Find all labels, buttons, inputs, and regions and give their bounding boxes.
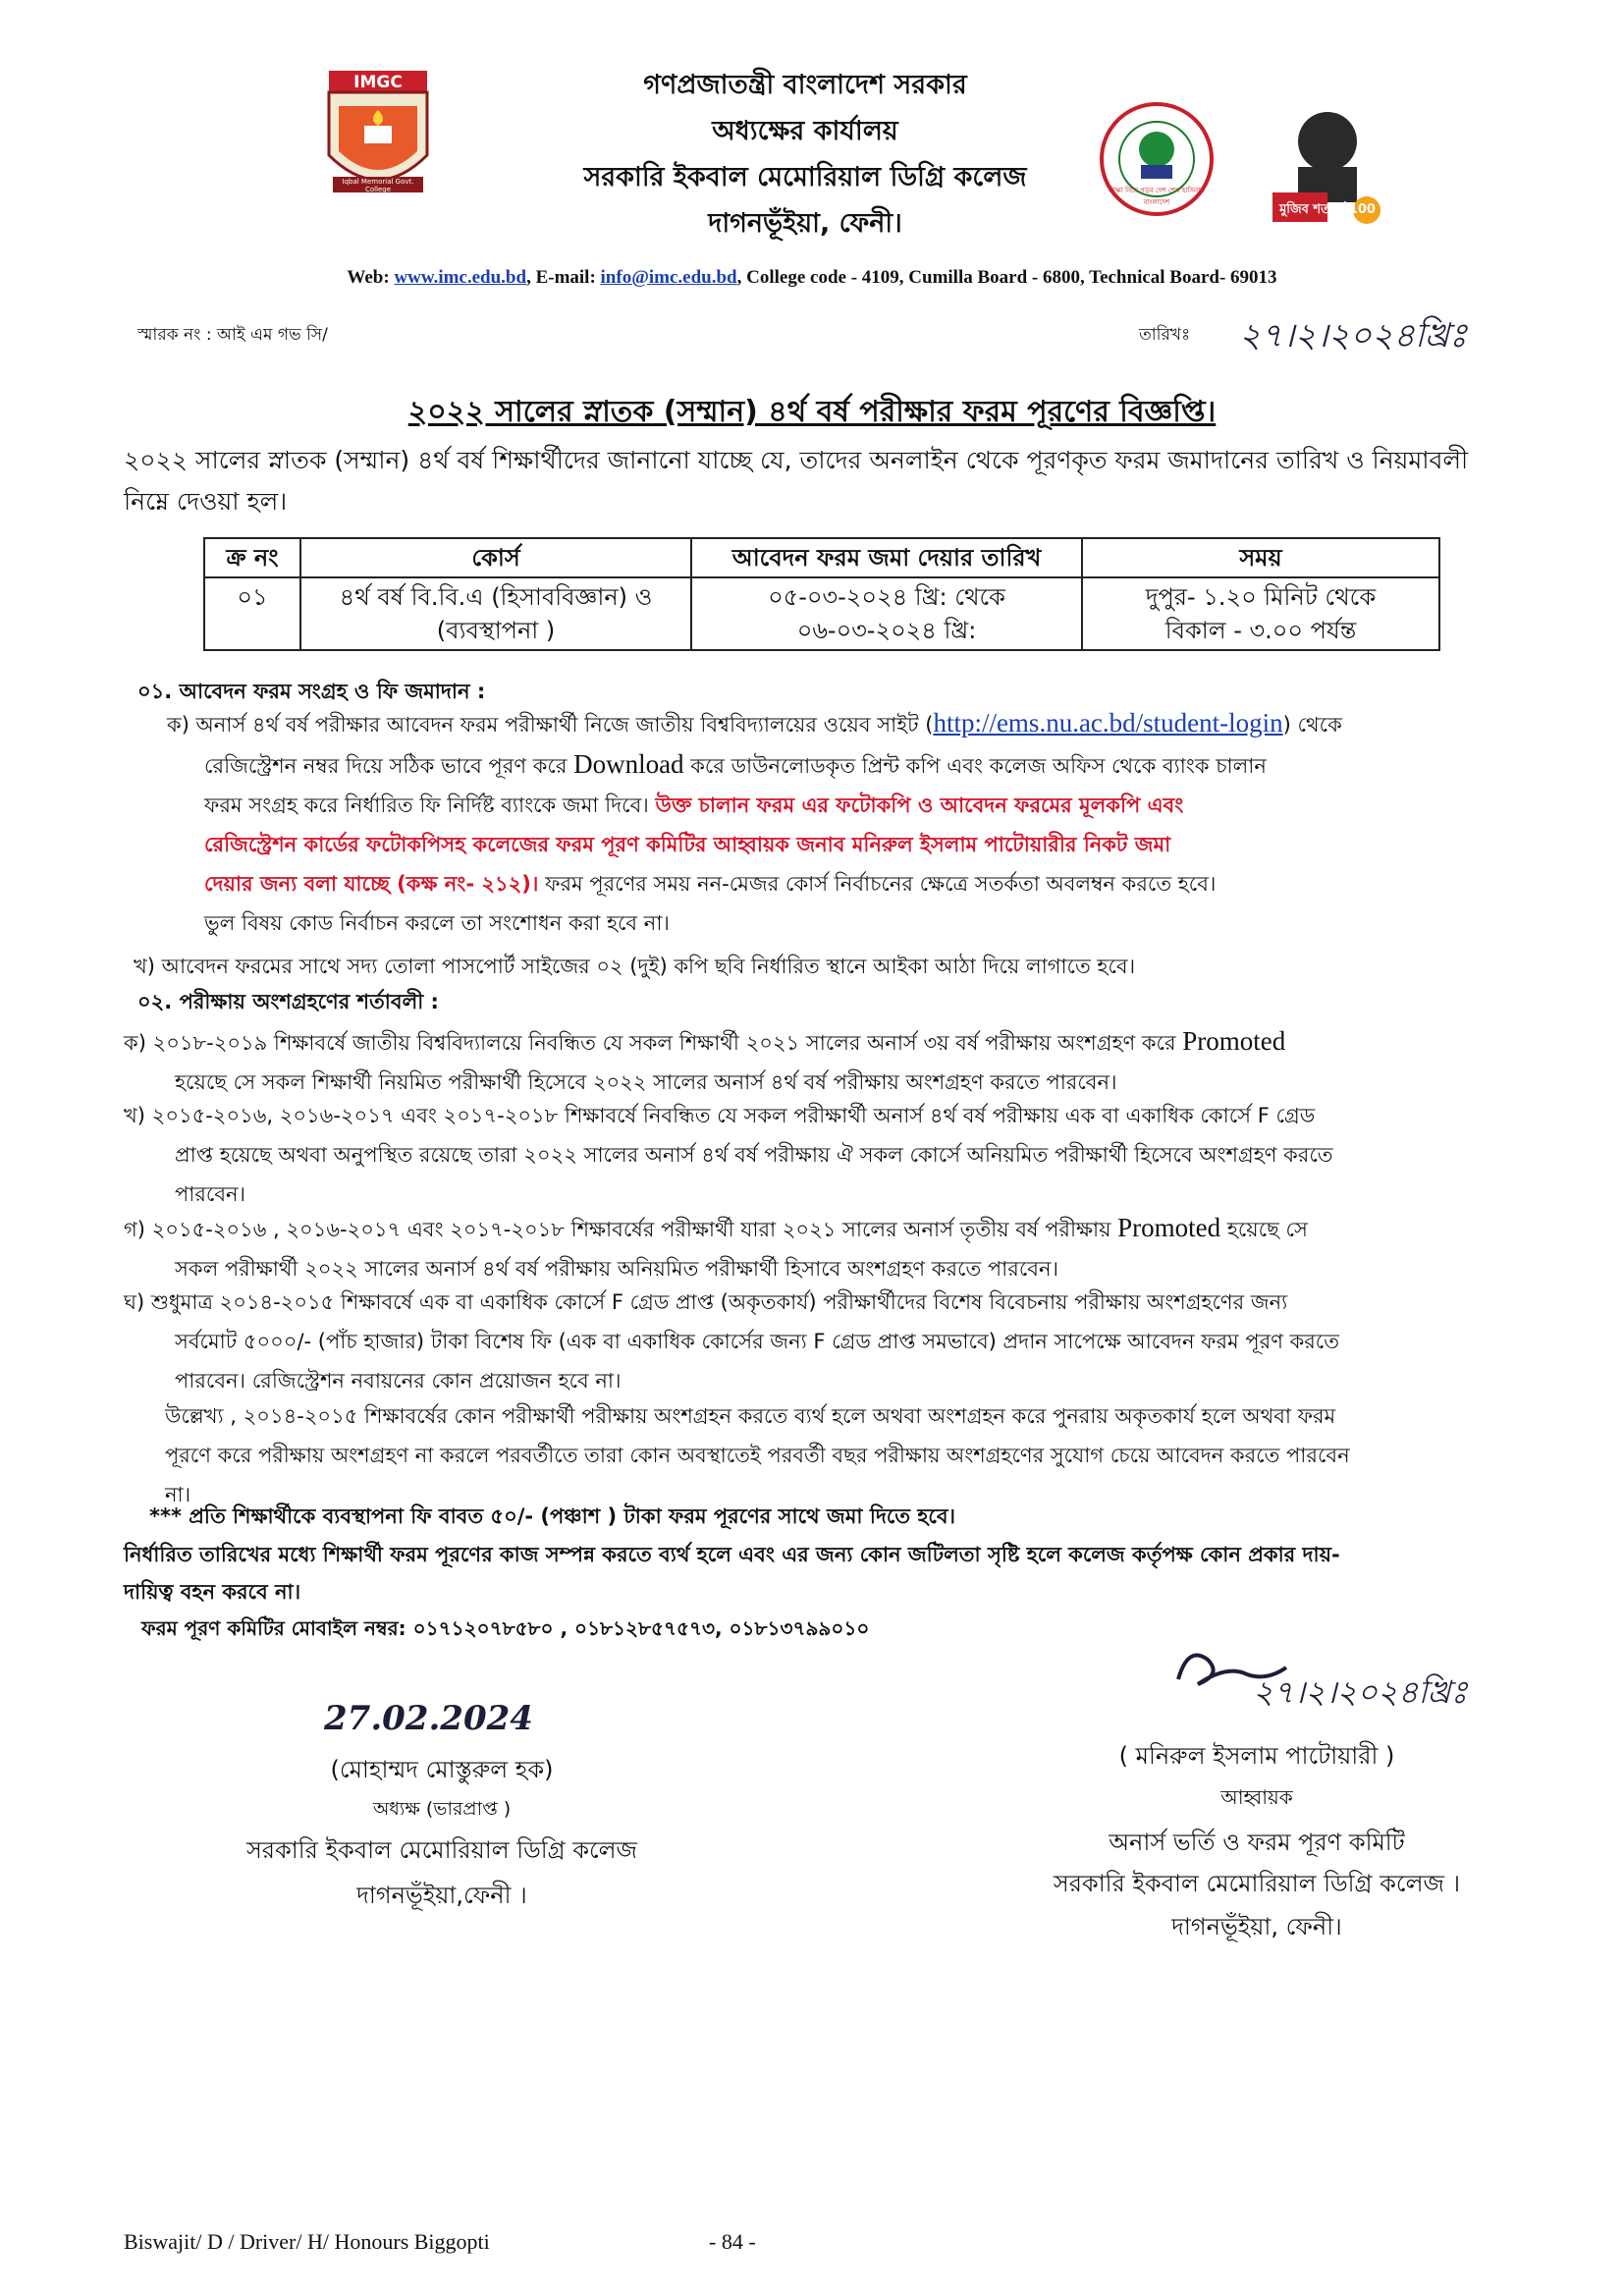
signature-right-org: সরকারি ইকবাল মেমোরিয়াল ডিগ্রি কলেজ । bbox=[1053, 1870, 1461, 1897]
web-label: Web: bbox=[347, 267, 395, 288]
section2-note-line2: পূরণে করে পরীক্ষায় অংশগ্রহণ না করলে পরবর্তীতে তারা কোন অবস্থাতেই পরবর্তী বছর পরীক্ষায় অংশগ্রহণের সুযোগ চেয়ে আবেদন করতে পারবেন bbox=[165, 1444, 1350, 1467]
cell-serial: ০১ bbox=[204, 577, 300, 650]
header-line-place: দাগনভূঁইয়া, ফেনী। bbox=[708, 208, 902, 239]
section1-ka-red-2: রেজিস্ট্রেশন কার্ডের ফটোকপিসহ কলেজের ফরম পূরণ কমিটির আহ্বায়ক জনাব মনিরুল ইসলাম পাটোয়ারীর নিকট জমা bbox=[204, 833, 1171, 856]
signature-left-handwriting: 27.02.2024 bbox=[324, 1699, 533, 1738]
signature-right-date: ২৭।২।২০২৪খ্রিঃ bbox=[1253, 1673, 1468, 1711]
section1-ka-text-b: ) থেকে bbox=[1282, 713, 1342, 737]
section2-item-ka bbox=[124, 1021, 1518, 1102]
section1-ka-line6 bbox=[167, 903, 1522, 943]
table-header-row bbox=[204, 538, 1439, 577]
section1-ka-line2 bbox=[167, 744, 1522, 786]
section2-kha-line1: খ) ২০১৫-২০১৬, ২০১৬-২০১৭ এবং ২০১৭-২০১৮ শিক্ষাবর্ষে নিবন্ধিত যে সকল পরীক্ষার্থী অনার্স ৪র্থ বর্ষ পরীক্ষায় এক বা একাধিক কোর্সে F গ্রেড bbox=[124, 1104, 1316, 1127]
mujib-logo-text: মুজিব শতবর্ষ 100 bbox=[1279, 202, 1376, 217]
signature-left-place: দাগনভূঁইয়া,ফেনী । bbox=[356, 1882, 527, 1909]
cell-date-line2: ০৬-০৩-২০২৪ খ্রি: bbox=[796, 617, 977, 644]
cell-course-line1: ৪র্থ বর্ষ বি.বি.এ (হিসাববিজ্ঞান) ও bbox=[339, 583, 653, 611]
section2-item-kha bbox=[124, 1096, 1518, 1214]
section2-note-line3: না। bbox=[165, 1483, 191, 1506]
section2-note bbox=[165, 1396, 1520, 1514]
notice-title-text: ২০২২ সালের স্নাতক (সম্মান) ৪র্থ বর্ষ পরীক্ষার ফরম পূরণের বিজ্ঞপ্তি। bbox=[407, 395, 1217, 429]
section2-ka-line1 bbox=[124, 1021, 1518, 1063]
section1-ka-red-3: দেয়ার জন্য বলা যাচ্ছে (কক্ষ নং- ২১২)। bbox=[204, 872, 539, 896]
signature-right-committee: অনার্স ভর্তি ও ফরম পূরণ কমিটি bbox=[1109, 1829, 1405, 1856]
header-line-office: অধ্যক্ষের কার্যালয় bbox=[712, 116, 898, 146]
signature-right-place: দাগনভূঁইয়া, ফেনী। bbox=[1171, 1913, 1342, 1941]
cell-time bbox=[1082, 577, 1439, 650]
signature-right-name: ( মনিরুল ইসলাম পাটোয়ারী ) bbox=[1118, 1742, 1395, 1770]
promoted-word-2: Promoted bbox=[1117, 1213, 1221, 1242]
cell-date bbox=[691, 577, 1082, 650]
ems-portal-link[interactable]: http://ems.nu.ac.bd/student-login bbox=[933, 708, 1283, 738]
cell-course-line2: (ব্যবস্থাপনা ) bbox=[436, 617, 556, 644]
mobile-numbers: ফরম পূরণ কমিটির মোবাইল নম্বর: ০১৭১২০৭৮৫৮০ , ০১৮১২৮৫৭৫৭৩, ০১৮১৩৭৯৯০১০ bbox=[141, 1616, 870, 1640]
section2-ga-line2: সকল পরীক্ষার্থী ২০২২ সালের অনার্স ৪র্থ বর্ষ পরীক্ষায় অনিয়মিত পরীক্ষার্থী হিসাবে অংশগ্রহণ করতে পারবেন। bbox=[175, 1257, 1058, 1281]
email-link[interactable]: info@imc.edu.bd bbox=[600, 267, 737, 288]
section2-kha-line3: পারবেন। bbox=[175, 1182, 246, 1206]
section2-ga-line1 bbox=[124, 1208, 1518, 1249]
notice-title bbox=[0, 388, 1624, 438]
warning-paragraph bbox=[124, 1536, 1518, 1611]
section2-ga-text-1: গ) ২০১৫-২০১৬ , ২০১৬-২০১৭ এবং ২০১৭-২০১৮ শিক্ষাবর্ষের পরীক্ষার্থী যারা ২০২১ সালের অনার্স তৃতীয় বর্ষ পরীক্ষায় bbox=[124, 1218, 1118, 1241]
header-line-college: সরকারি ইকবাল মেমোরিয়াল ডিগ্রি কলেজ bbox=[583, 162, 1027, 192]
section1-ka-line3 bbox=[167, 786, 1522, 825]
section1-ka-line4 bbox=[167, 825, 1522, 864]
college-codes: , College code - 4109, Cumilla Board - 6800, Technical Board- 69013 bbox=[736, 267, 1277, 288]
campaign-logo bbox=[1098, 100, 1216, 218]
col-course: কোর্স bbox=[300, 538, 691, 577]
cell-time-line1: দুপুর- ১.২০ মিনিট থেকে bbox=[1145, 583, 1377, 611]
section1-ka-text-c: রেজিস্ট্রেশন নম্বর দিয়ে সঠিক ভাবে পূরণ করে bbox=[204, 754, 574, 778]
footer-left: Biswajit/ D / Driver/ H/ Honours Biggopti bbox=[124, 2229, 490, 2254]
section1-item-ka bbox=[167, 703, 1522, 943]
signature-left-org: সরকারি ইকবাল মেমোরিয়াল ডিগ্রি কলেজ bbox=[245, 1836, 638, 1864]
table-row bbox=[204, 577, 1439, 650]
cell-date-line1: ০৫-০৩-২০২৪ খ্রি: থেকে bbox=[768, 583, 1005, 611]
cell-course bbox=[300, 577, 691, 650]
section2-heading: ০২. পরীক্ষায় অংশগ্রহণের শর্তাবলী : bbox=[137, 990, 439, 1013]
email-label: , E-mail: bbox=[526, 267, 601, 288]
section1-ka-text-g: ভুল বিষয় কোড নির্বাচন করলে তা সংশোধন করা হবে না। bbox=[204, 911, 670, 935]
footer-page-number: - 84 - bbox=[709, 2229, 756, 2254]
cell-time-line2: বিকাল - ৩.০০ পর্যন্ত bbox=[1164, 617, 1357, 644]
col-date: আবেদন ফরম জমা দেয়ার তারিখ bbox=[691, 538, 1082, 577]
section2-kha-line2: প্রাপ্ত হয়েছে অথবা অনুপস্থিত রয়েছে তারা ২০২২ সালের অনার্স ৪র্থ বর্ষ পরীক্ষায় ঐ সকল কোর্সে অনিয়মিত পরীক্ষার্থী হিসেবে অংশগ্রহণ করতে bbox=[175, 1143, 1333, 1167]
campaign-logo-text: শিক্ষা নিয়ে গড়ব দেশ শেখ হাসিনার বাংলাদেশ bbox=[1109, 187, 1205, 206]
section2-ka-text-1: ক) ২০১৮-২০১৯ শিক্ষাবর্ষে জাতীয় বিশ্ববিদ্যালয়ে নিবন্ধিত যে সকল শিক্ষার্থী ২০২১ সালের অনার্স ৩য় বর্ষ পরীক্ষায় অংশগ্রহণ করে bbox=[124, 1031, 1183, 1055]
promoted-word: Promoted bbox=[1182, 1026, 1286, 1056]
section2-ga-text-1b: হয়েছে সে bbox=[1220, 1218, 1308, 1241]
section1-ka-line5 bbox=[167, 864, 1522, 903]
section2-item-ga bbox=[124, 1208, 1518, 1288]
section1-ka-red-1: উক্ত চালান ফরম এর ফটোকপি ও আবেদন ফরমের মূলকপি এবং bbox=[655, 793, 1184, 817]
section1-ka-line1 bbox=[167, 703, 1522, 744]
memo-date-label: তারিখঃ bbox=[1139, 325, 1191, 345]
section1-ka-text-a: ক) অনার্স ৪র্থ বর্ষ পরীক্ষার আবেদন ফরম পরীক্ষার্থী নিজে জাতীয় বিশ্ববিদ্যালয়ের ওয়েব সাইট ( bbox=[167, 713, 934, 737]
warning-line2: দায়িত্ব বহন করবে না। bbox=[124, 1580, 301, 1604]
website-link[interactable]: www.imc.edu.bd bbox=[394, 267, 527, 288]
download-word: Download bbox=[573, 749, 684, 779]
section2-gha-line3: পারবেন। রেজিস্ট্রেশন নবায়নের কোন প্রয়োজন হবে না। bbox=[175, 1369, 622, 1393]
section2-note-line1: উল্লেখ্য , ২০১৪-২০১৫ শিক্ষাবর্ষের কোন পরীক্ষার্থী পরীক্ষায় অংশগ্রহন করতে ব্যর্থ হলে অথবা অংশগ্রহন করে পুনরায় অকৃতকার্য হলে অথবা ফরম bbox=[165, 1404, 1336, 1428]
section1-ka-text-f: ফরম পূরণের সময় নন-মেজর কোর্স নির্বাচনের ক্ষেত্রে সতর্কতা অবলম্বন করতে হবে। bbox=[538, 872, 1217, 896]
section1-ka-text-d: করে ডাউনলোডকৃত প্রিন্ট কপি এবং কলেজ অফিস থেকে ব্যাংক চালান bbox=[683, 754, 1267, 778]
section2-gha-line1: ঘ) শুধুমাত্র ২০১৪-২০১৫ শিক্ষাবর্ষে এক বা একাধিক কোর্সে F গ্রেড প্রাপ্ত (অকৃতকার্য) পরীক্ষার্থীদের বিশেষ বিবেচনায় পরীক্ষায় অংশগ্রহণের জন্য bbox=[124, 1290, 1288, 1314]
signature-right-title: আহ্বায়ক bbox=[1220, 1785, 1293, 1809]
section1-item-kha: খ) আবেদন ফরমের সাথে সদ্য তোলা পাসপোর্ট সাইজের ০২ (দুই) কপি ছবি নির্ধারিত স্থানে আইকা আঠা দিয়ে লাগাতে হবে। bbox=[134, 955, 1136, 978]
memo-date-handwritten: ২৭।২।২০২৪খ্রিঃ bbox=[1239, 316, 1468, 355]
intro-paragraph: ২০২২ সালের স্নাতক (সম্মান) ৪র্থ বর্ষ শিক্ষার্থীদের জানানো যাচ্ছে যে, তাদের অনলাইন থেকে পূরণকৃত ফরম জমাদানের তারিখ ও নিয়মাবলী নিম্নে দেওয়া হল। bbox=[124, 446, 1469, 516]
contact-line bbox=[0, 267, 1624, 289]
col-serial: ক্র নং bbox=[204, 538, 300, 577]
memo-ref: স্মারক নং : আই এম গভ সি/ bbox=[137, 325, 328, 345]
mujib-logo bbox=[1269, 94, 1386, 232]
college-logo-subtext: Iqbal Memorial Govt. College bbox=[342, 178, 414, 193]
warning-line1: নির্ধারিত তারিখের মধ্যে শিক্ষার্থী ফরম পূরণের কাজ সম্পন্ন করতে ব্যর্থ হলে এবং এর জন্য কোন জটিলতা সৃষ্টি হলে কলেজ কর্তৃপক্ষ কোন প্রকার দায়- bbox=[124, 1543, 1340, 1566]
section1-ka-text-e: ফরম সংগ্রহ করে নির্ধারিত ফি নির্দিষ্ট ব্যাংকে জমা দিবে। bbox=[204, 793, 656, 817]
schedule-table bbox=[203, 537, 1440, 651]
section2-ka-line2: হয়েছে সে সকল শিক্ষার্থী নিয়মিত পরীক্ষার্থী হিসেবে ২০২২ সালের অনার্স ৪র্থ বর্ষ পরীক্ষায় অংশগ্রহণ করতে পারবেন। bbox=[175, 1070, 1117, 1094]
section2-gha-line2: সর্বমোট ৫০০০/- (পাঁচ হাজার) টাকা বিশেষ ফি (এক বা একাধিক কোর্সের জন্য F গ্রেড প্রাপ্ত সমভাবে) প্রদান সাপেক্ষে আবেদন ফরম পূরণ করতে bbox=[175, 1330, 1340, 1353]
college-logo bbox=[319, 67, 437, 204]
section1-heading: ০১. আবেদন ফরম সংগ্রহ ও ফি জমাদান : bbox=[137, 680, 486, 703]
section2-item-gha bbox=[124, 1283, 1518, 1400]
signature-left-name: (মোহাম্মদ মোস্তুরুল হক) bbox=[330, 1756, 554, 1783]
college-logo-text: IMGC bbox=[353, 73, 403, 92]
fee-note: *** প্রতি শিক্ষার্থীকে ব্যবস্থাপনা ফি বাবত ৫০/- (পঞ্চাশ ) টাকা ফরম পূরণের সাথে জমা দিতে হবে। bbox=[149, 1504, 956, 1528]
header-line-govt: গণপ্রজাতন্ত্রী বাংলাদেশ সরকার bbox=[643, 70, 967, 100]
signature-left-title: অধ্যক্ষ (ভারপ্রাপ্ত ) bbox=[372, 1798, 512, 1820]
col-time: সময় bbox=[1082, 538, 1439, 577]
